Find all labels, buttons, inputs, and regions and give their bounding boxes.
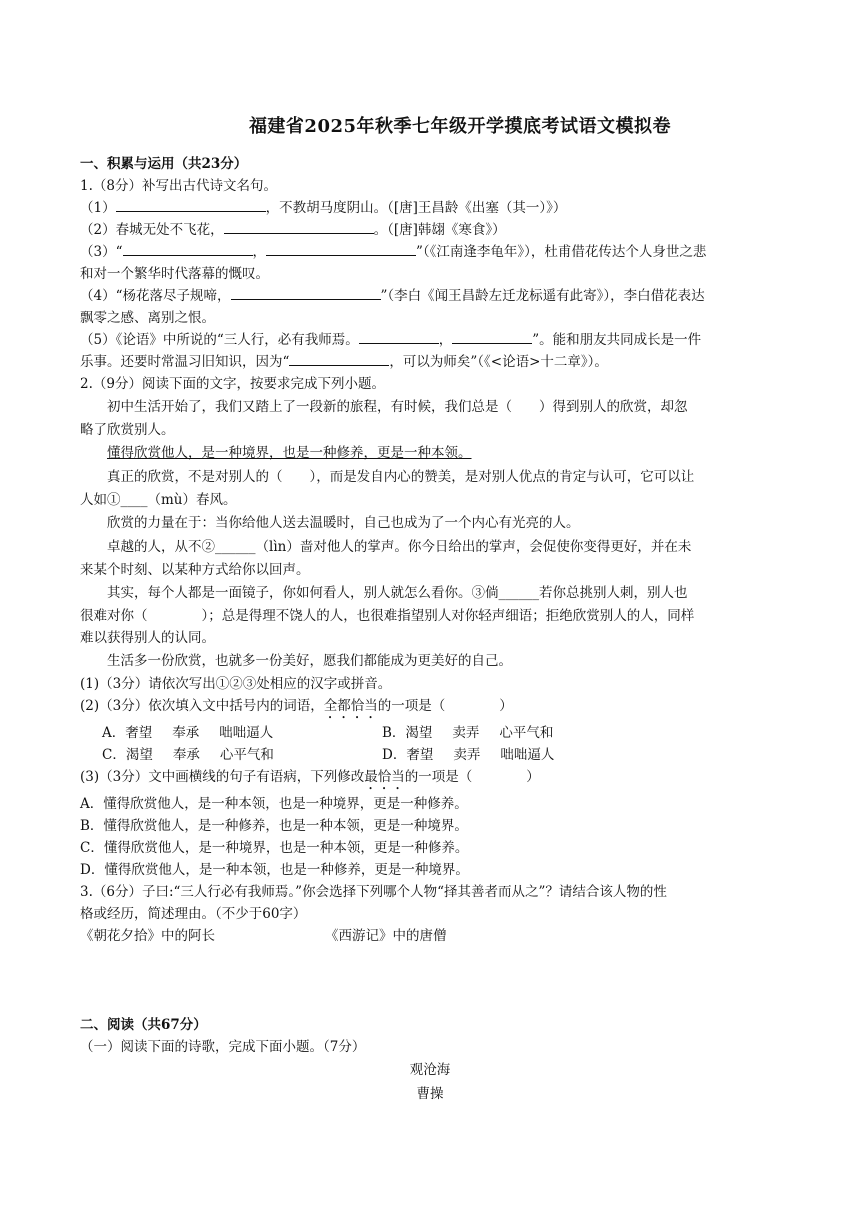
q1-line-5: （5）《论语》中所说的“三人行，必有我师焉。 ， ”。能和朋友共同成长是一件 [80, 329, 780, 351]
q2-stem: 2.（9分）阅读下面的文字，按要求完成下列小题。 [80, 376, 385, 392]
answer-blank[interactable] [289, 351, 389, 366]
q2-sub-1: (1)（3分）请依次写出①②③处相应的汉字或拼音。 [80, 676, 392, 692]
q3-choice-2[interactable]: 《西游记》中的唐僧 [325, 928, 447, 944]
underlined-sentence: 懂得欣赏他人，是一种境界，也是一种修养，更是一种本领。 [107, 445, 472, 461]
emphasis-text: 全都恰当 [323, 698, 378, 714]
q2-paragraph-5b: 来某个时刻、以某种方式给你以回声。 [80, 562, 310, 578]
answer-blank[interactable] [224, 219, 374, 234]
poem-title: 观沧海 [409, 1062, 451, 1078]
poem-author: 曹操 [416, 1086, 444, 1102]
q1-line-1: （1） ，不教胡马度阴山。（[唐]王昌龄《出塞（其一）》） [80, 197, 780, 219]
answer-blank[interactable] [123, 241, 253, 256]
q1-line-4: （4）“杨花落尽子规啼， ”（李白《闻王昌龄左迁龙标遥有此寄》），李白借花表达 [80, 285, 780, 307]
q2-paragraph-1a: 初中生活开始了，我们又踏上了一段新的旅程，有时候，我们总是（ ）得到别人的欣赏，却忽 [107, 399, 688, 415]
answer-blank[interactable] [452, 329, 532, 344]
q2-paragraph-6a: 其实，每个人都是一面镜子，你如何看人，别人就怎么看你。③倘______若你总挑别人刺，别人也 [107, 585, 688, 601]
section-heading-1: 一、积累与运用（共23分） [80, 156, 248, 172]
option-d[interactable]: D．奢望 卖弄 咄咄逼人 [382, 747, 555, 763]
q2-paragraph-3a: 真正的欣赏，不是对别人的（ ），而是发自内心的赞美，是对别人优点的肯定与认可，它可以让 [107, 469, 695, 485]
reading-part-1: （一）阅读下面的诗歌，完成下面小题。（7分） [80, 1039, 366, 1055]
q1-line-5-cont: 乐事。还要时常温习旧知识，因为“ ，可以为师矣”（《<论语>十二章》）。 [80, 351, 780, 373]
answer-blank[interactable] [116, 197, 266, 212]
options-row-2 [102, 744, 780, 766]
q3-stem-a: 3.（6分）子曰:“三人行必有我师焉。”你会选择下列哪个人物“择其善者而从之”？请结合该人物的性 [80, 884, 667, 900]
q3-choices [80, 925, 780, 947]
q2-sub-2: (2)（3分）依次填入文中括号内的词语，全都恰当的一项是（ ） [80, 698, 513, 714]
q2-paragraph-1b: 略了欣赏别人。 [80, 422, 175, 438]
section-heading-2: 二、阅读（共67分） [80, 1017, 207, 1033]
choice-c[interactable]: C．懂得欣赏他人，是一种境界，也是一种本领，更是一种修养。 [80, 840, 469, 856]
options-row-1 [102, 722, 780, 744]
emphasis-text: 最恰当 [364, 769, 405, 785]
q1-line-3: （3）“ ， ”（《江南逢李龟年》），杜甫借花传达个人身世之悲 [80, 241, 780, 263]
option-b[interactable]: B．渴望 卖弄 心平气和 [382, 725, 554, 741]
q2-paragraph-4: 欣赏的力量在于：当你给他人送去温暖时，自己也成为了一个内心有光亮的人。 [107, 515, 580, 531]
q1-line-3-cont: 和对一个繁华时代落幕的慨叹。 [80, 266, 269, 282]
choice-b[interactable]: B．懂得欣赏他人，是一种修养，也是一种本领，更是一种境界。 [80, 818, 468, 834]
q1-stem: 1.（8分）补写出古代诗文名句。 [80, 178, 277, 194]
q1-line-2: （2）春城无处不飞花， 。（[唐]韩翃《寒食》） [80, 219, 780, 241]
q3-stem-b: 格或经历，简述理由。（不少于60字） [80, 906, 307, 922]
answer-blank[interactable] [359, 329, 439, 344]
q2-paragraph-3b: 人如①____（mù）春风。 [80, 492, 237, 508]
q1-line-4-cont: 飘零之感、离别之恨。 [80, 310, 215, 326]
q2-paragraph-2 [80, 441, 780, 465]
q3-choice-1[interactable]: 《朝花夕拾》中的阿长 [80, 928, 215, 944]
page-title: 福建省2025年秋季七年级开学摸底考试语文模拟卷 [248, 116, 672, 137]
option-a[interactable]: A．奢望 奉承 咄咄逼人 [102, 725, 274, 741]
q2-paragraph-7: 生活多一份欣赏，也就多一份美好，愿我们都能成为更美好的自己。 [107, 653, 512, 669]
q2-paragraph-6c: 难以获得别人的认同。 [80, 630, 215, 646]
choice-d[interactable]: D．懂得欣赏他人，是一种本领，也是一种修养，更是一种境界。 [80, 862, 469, 878]
exam-page [80, 112, 780, 1106]
option-c[interactable]: C．渴望 奉承 心平气和 [102, 747, 274, 763]
choice-a[interactable]: A．懂得欣赏他人，是一种本领，也是一种境界，更是一种修养。 [80, 796, 468, 812]
answer-blank[interactable] [266, 241, 416, 256]
q2-sub-3: (3)（3分）文中画横线的句子有语病，下列修改最恰当的一项是（ ） [80, 769, 540, 785]
answer-blank[interactable] [231, 285, 381, 300]
q2-paragraph-5a: 卓越的人，从不②______（lìn）啬对他人的掌声。你今日给出的掌声，会促使你变得更好，并在未 [107, 539, 692, 555]
q2-paragraph-6b: 很难对你（ ）；总是得理不饶人的人，也很难指望别人对你轻声细语；拒绝欣赏别人的人，同样 [80, 608, 695, 624]
